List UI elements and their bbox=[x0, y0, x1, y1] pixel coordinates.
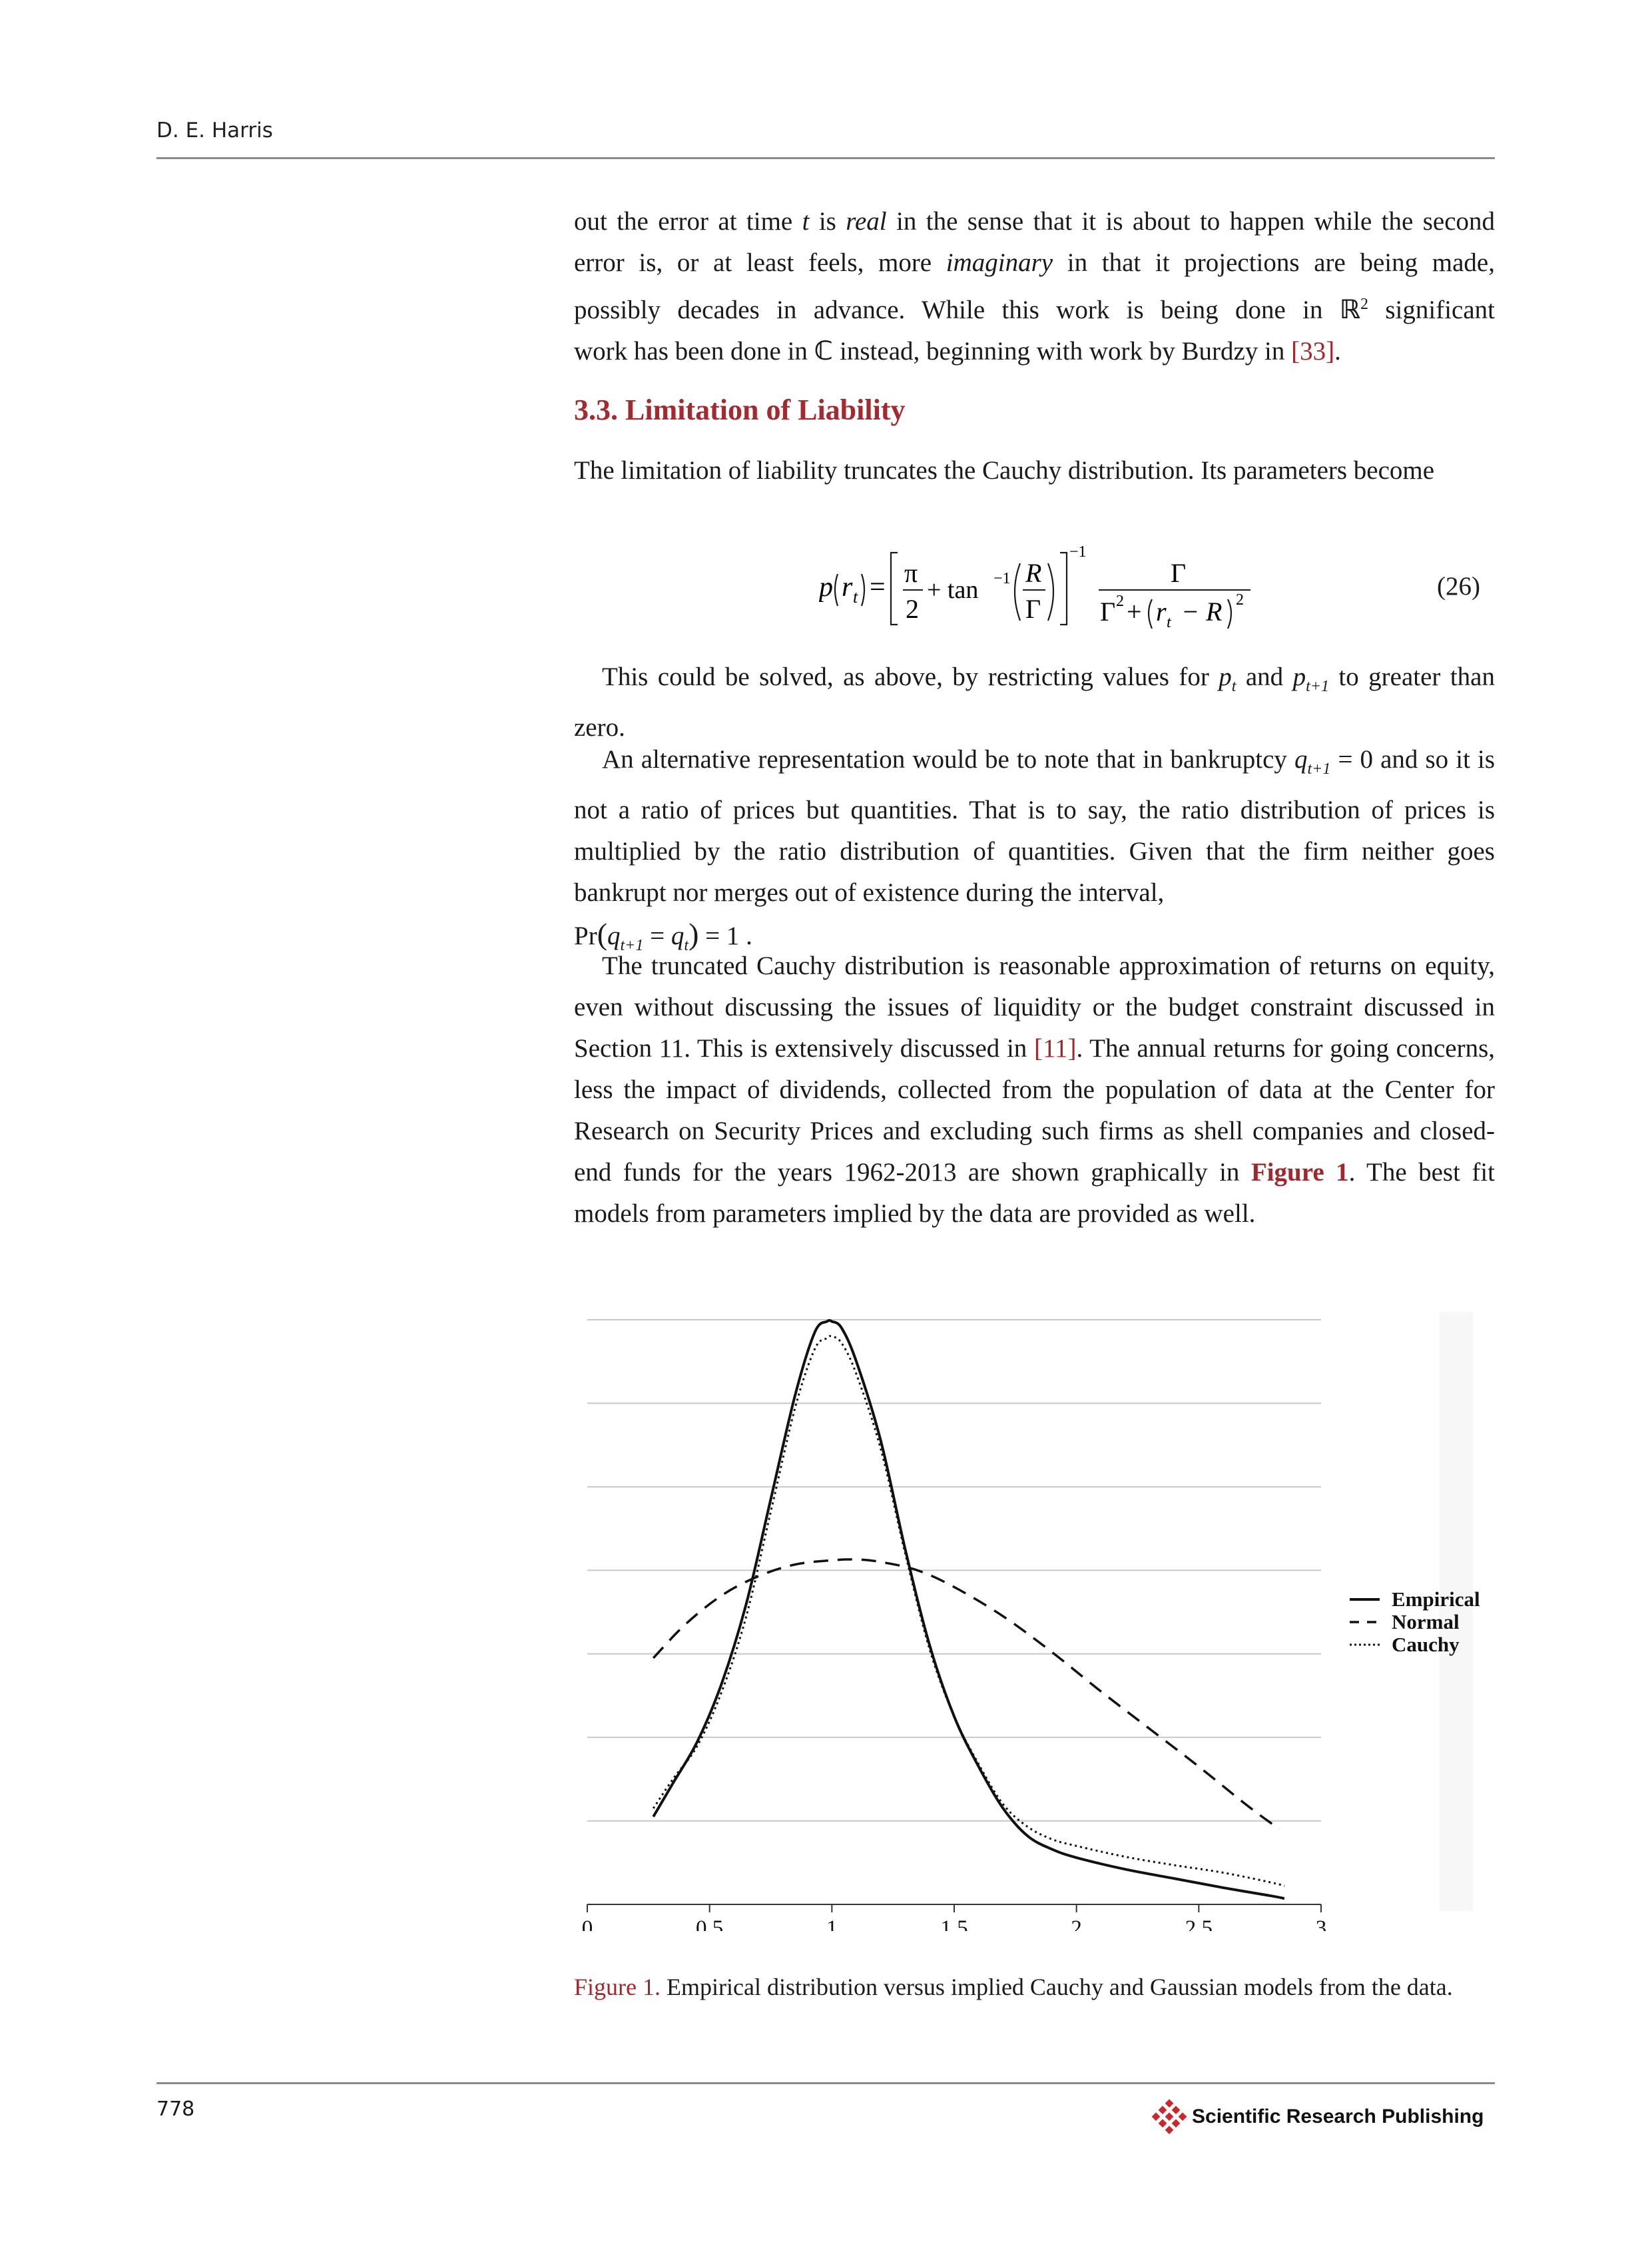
eq-r: r bbox=[842, 572, 853, 603]
x-tick-label: 2 bbox=[1071, 1916, 1082, 1931]
eq-two: 2 bbox=[906, 594, 919, 624]
subscript: t bbox=[684, 936, 689, 954]
eq-paren bbox=[1015, 563, 1020, 621]
text: . The best fit models from parameters implied by the data are provided as well. bbox=[574, 1158, 1496, 1228]
eq-tan-exp: −1 bbox=[993, 570, 1011, 587]
paren: ) bbox=[688, 916, 699, 951]
citation-link[interactable]: [33] bbox=[1291, 337, 1335, 366]
complex-symbol: ℂ bbox=[814, 336, 834, 366]
eq-den-sub: t bbox=[1167, 614, 1171, 631]
x-tick-label: 1.5 bbox=[940, 1916, 968, 1931]
paragraph-bankruptcy bbox=[574, 739, 1495, 966]
text: and so it is not a ratio of prices but quantities. That is to say, the ratio distribution of prices is multiplied by the ratio distribution of quantities. Given that the firm neither goes bankrupt nor merges out of existence during the interval, bbox=[574, 745, 1496, 907]
footer-rule bbox=[156, 2082, 1495, 2084]
subscript: t+1 bbox=[1307, 760, 1331, 778]
text: = 0 bbox=[1330, 745, 1374, 774]
eq-den-plus: + bbox=[1127, 597, 1142, 627]
superscript: 2 bbox=[1360, 296, 1369, 313]
var-p: p bbox=[1292, 663, 1306, 691]
eq-paren bbox=[1048, 563, 1053, 621]
eq-paren bbox=[1228, 599, 1231, 629]
var-q: q bbox=[671, 921, 685, 950]
intro-line-1 bbox=[574, 201, 1495, 242]
figure-caption bbox=[574, 1970, 1495, 2004]
prob-operator: Pr bbox=[574, 921, 597, 950]
eq-plus-tan: + tan bbox=[927, 576, 979, 604]
x-tick-label: 1 bbox=[826, 1916, 838, 1931]
text: . bbox=[1334, 337, 1341, 366]
eq-den-minus-R: − R bbox=[1181, 597, 1223, 627]
section-heading: 3.3. Limitation of Liability bbox=[574, 394, 906, 426]
subscript: t+1 bbox=[1306, 677, 1329, 695]
equation-number: (26) bbox=[1437, 572, 1480, 601]
header-rule bbox=[156, 157, 1495, 159]
text: work has been done in bbox=[574, 337, 814, 366]
subscript: t+1 bbox=[620, 936, 644, 954]
var-t: t bbox=[802, 207, 810, 236]
x-tick-label: 0.5 bbox=[696, 1916, 724, 1931]
eq-paren bbox=[835, 574, 838, 606]
eq-outer-exp: −1 bbox=[1069, 543, 1087, 561]
text: This could be solved, as above, by restricting values for bbox=[602, 663, 1219, 691]
reals-symbol: ℝ bbox=[1339, 295, 1361, 325]
citation-link[interactable]: [11] bbox=[1033, 1034, 1077, 1063]
caption-label: Figure 1. bbox=[574, 1974, 661, 2000]
legend-label-cauchy: Cauchy bbox=[1392, 1633, 1460, 1656]
eq-bracket-right bbox=[1060, 553, 1067, 625]
eq-gamma: Γ bbox=[1025, 594, 1041, 624]
legend-label-normal: Normal bbox=[1392, 1610, 1460, 1633]
var-q: q bbox=[607, 921, 621, 950]
legend-label-empirical: Empirical bbox=[1392, 1587, 1480, 1611]
eq-lhs: p bbox=[819, 572, 833, 603]
emph-real: real bbox=[846, 207, 887, 236]
eq-numerator: Γ bbox=[1171, 558, 1187, 588]
caption-text: Empirical distribution versus implied Cauchy and Gaussian models from the data. bbox=[661, 1974, 1453, 2000]
series-empirical bbox=[653, 1320, 1284, 1898]
paragraph-intro bbox=[574, 201, 1495, 372]
paragraph-limitation: The limitation of liability truncates the Cauchy distribution. Its parameters become bbox=[574, 456, 1435, 485]
eq-paren bbox=[862, 574, 864, 606]
publisher-name: Scientific Research Publishing bbox=[1192, 2105, 1484, 2127]
eq-bracket-left bbox=[891, 553, 898, 625]
emph-imaginary: imaginary bbox=[946, 248, 1053, 277]
publisher-logo-icon bbox=[1151, 2099, 1188, 2136]
text: is bbox=[809, 207, 846, 236]
text: possibly decades in advance. While this work is being done in bbox=[574, 296, 1340, 324]
var-q: q bbox=[1294, 745, 1308, 774]
running-head: D. E. Harris bbox=[156, 119, 273, 142]
eq-den-r: r bbox=[1156, 597, 1167, 627]
intro-line-4 bbox=[574, 331, 1495, 372]
publisher-logo bbox=[1151, 2099, 1188, 2139]
eq-den-sq: 2 bbox=[1116, 593, 1124, 610]
figure-1 bbox=[574, 1305, 1495, 1931]
paragraph-returns bbox=[574, 946, 1495, 1235]
x-tick-label: 0 bbox=[581, 1916, 593, 1931]
paragraph-restrict bbox=[574, 657, 1495, 748]
x-tick-label: 2.5 bbox=[1185, 1916, 1213, 1931]
distribution-chart bbox=[574, 1305, 1495, 1931]
page-number: 778 bbox=[156, 2098, 195, 2121]
text: to greater than zero. bbox=[574, 663, 1495, 742]
eq-equals: = bbox=[870, 572, 886, 603]
text: The truncated Cauchy distribution is reasonable approximation of returns on equity, even without discussing the issues of liquidity or the budget constraint discussed in Section 11. This is extensively discussed in bbox=[574, 952, 1495, 1063]
equation-26 bbox=[819, 539, 1285, 639]
equation-graphic bbox=[819, 539, 1285, 639]
x-tick-label: 3 bbox=[1315, 1916, 1327, 1931]
text: and bbox=[1236, 663, 1293, 691]
series-cauchy bbox=[653, 1336, 1284, 1886]
text: out the error at time bbox=[574, 207, 802, 236]
subscript: t bbox=[1231, 677, 1237, 695]
text: instead, beginning with work by Burdzy in bbox=[833, 337, 1292, 366]
text: error is, or at least feels, more bbox=[574, 248, 946, 277]
text: = 1 . bbox=[698, 921, 752, 950]
text: significant bbox=[1368, 296, 1495, 324]
text: in that it projections are being made, bbox=[1053, 248, 1495, 277]
var-p: p bbox=[1219, 663, 1232, 691]
eq-sub: t bbox=[853, 587, 858, 607]
intro-line-3 bbox=[574, 284, 1495, 331]
eq-R: R bbox=[1025, 558, 1042, 588]
text: = bbox=[643, 921, 671, 950]
eq-paren bbox=[1149, 599, 1152, 629]
eq-den-sq2: 2 bbox=[1236, 591, 1244, 609]
intro-line-2 bbox=[574, 242, 1495, 284]
paren: ( bbox=[597, 916, 608, 951]
figure-link[interactable]: Figure 1 bbox=[1250, 1158, 1349, 1187]
eq-den-gamma: Γ bbox=[1100, 597, 1116, 627]
eq-pi: π bbox=[904, 558, 918, 588]
text: in the sense that it is about to happen while the second bbox=[886, 207, 1496, 236]
text: . The annual returns for going concerns, less the impact of dividends, collected from the population of data at the Center for Research on Security Prices and excluding such firms as shell companies and closed-end funds for the years 1962-2013 are shown graphically in bbox=[574, 1034, 1495, 1187]
text: An alternative representation would be to note that in bankruptcy bbox=[602, 745, 1294, 774]
